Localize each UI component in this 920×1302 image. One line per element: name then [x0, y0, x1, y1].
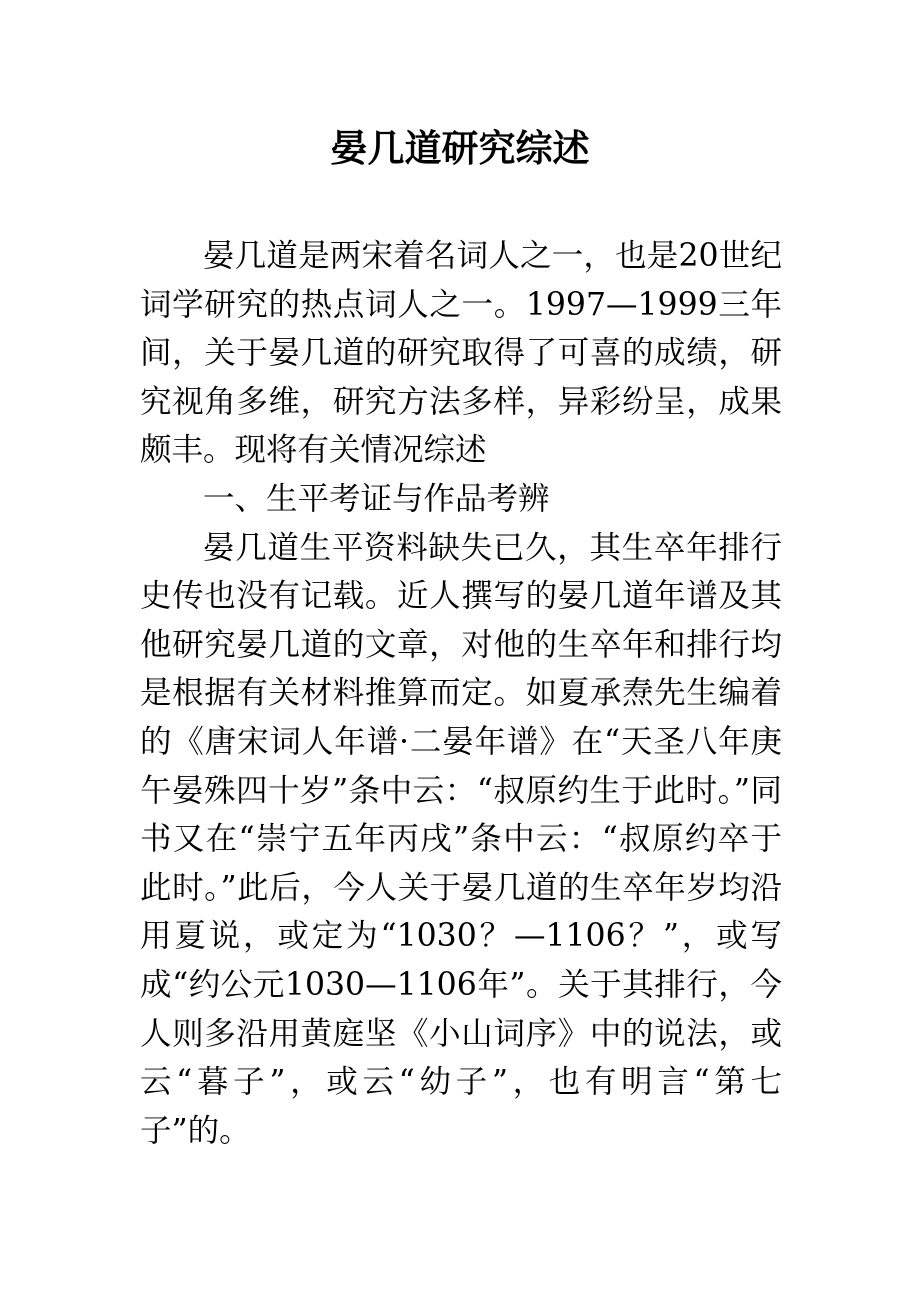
document-body: [140, 232, 782, 1155]
section-paragraph: 晏几道生平资料缺失已久，其生卒年排行史传也没有记载。近人撰写的晏几道年谱及其他研究晏几道的文章，对他的生卒年和排行均是根据有关材料推算而定。如夏承焘先生编着的《唐宋词人年谱·二晏年谱》在“天圣八年庚午晏殊四十岁”条中云：“叔原约生于此时。”同书又在“崇宁五年丙戌”条中云：“叔原约卒于此时。”此后，今人关于晏几道的生卒年岁均沿用夏说，或定为“1030？—1106？”，或写成“约公元1030—1106年”。关于其排行，今人则多沿用黄庭坚《小山词序》中的说法，或云“暮子”，或云“幼子”，也有明言“第七子”的。: [140, 529, 782, 1149]
section-heading: 一、生平考证与作品考辨: [203, 480, 550, 517]
document-title: 晏几道研究综述: [330, 126, 590, 170]
intro-paragraph: 晏几道是两宋着名词人之一，也是20世纪词学研究的热点词人之一。1997—1999三年间，关于晏几道的研究取得了可喜的成绩，研究视角多维，研究方法多样，异彩纷呈，成果颇丰。现将有关情况综述: [140, 238, 782, 469]
